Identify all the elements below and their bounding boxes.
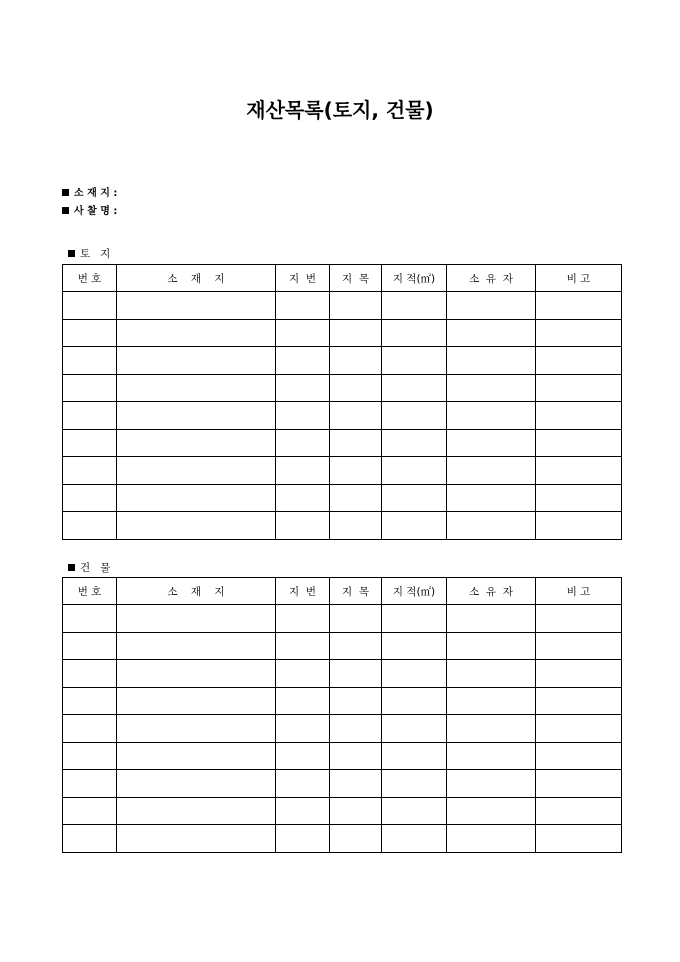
land-table [62, 264, 622, 540]
building-section-label: 건 물 [80, 562, 111, 574]
table-cell[interactable] [536, 797, 622, 825]
table-cell[interactable] [117, 457, 276, 485]
table-cell[interactable] [447, 715, 536, 743]
square-bullet-icon [68, 564, 75, 571]
square-bullet-icon [62, 207, 69, 214]
table-cell[interactable] [382, 770, 447, 798]
col-lot-number-header: 지 번 [276, 578, 330, 605]
table-cell[interactable] [117, 374, 276, 402]
table-row [63, 632, 622, 660]
table-cell[interactable] [117, 347, 276, 375]
table-cell[interactable] [447, 374, 536, 402]
table-cell[interactable] [330, 457, 382, 485]
table-cell[interactable] [276, 770, 330, 798]
table-cell[interactable] [63, 742, 117, 770]
table-cell[interactable] [63, 402, 117, 430]
table-cell[interactable] [382, 660, 447, 688]
table-row [63, 429, 622, 457]
table-cell[interactable] [63, 347, 117, 375]
table-cell[interactable] [447, 825, 536, 853]
table-cell[interactable] [276, 742, 330, 770]
table-cell[interactable] [117, 770, 276, 798]
table-header-row [63, 578, 622, 605]
table-cell[interactable] [447, 292, 536, 320]
table-cell[interactable] [330, 797, 382, 825]
table-cell[interactable] [63, 512, 117, 540]
col-land-category-header: 지 목 [330, 265, 382, 292]
table-cell[interactable] [382, 825, 447, 853]
table-cell[interactable] [276, 512, 330, 540]
table-cell[interactable] [330, 292, 382, 320]
table-cell[interactable] [117, 742, 276, 770]
table-cell[interactable] [536, 715, 622, 743]
table-cell[interactable] [63, 374, 117, 402]
table-row [63, 825, 622, 853]
table-cell[interactable] [447, 797, 536, 825]
building-table [62, 577, 622, 853]
table-cell[interactable] [382, 429, 447, 457]
table-row [63, 770, 622, 798]
table-cell[interactable] [276, 715, 330, 743]
table-cell[interactable] [536, 687, 622, 715]
table-cell[interactable] [63, 457, 117, 485]
table-cell[interactable] [536, 512, 622, 540]
table-cell[interactable] [536, 292, 622, 320]
table-cell[interactable] [447, 484, 536, 512]
table-row [63, 605, 622, 633]
table-cell[interactable] [330, 770, 382, 798]
table-cell[interactable] [276, 632, 330, 660]
table-cell[interactable] [63, 797, 117, 825]
table-cell[interactable] [117, 660, 276, 688]
table-cell[interactable] [63, 484, 117, 512]
col-area-header: 지 적(㎡) [382, 265, 447, 292]
table-cell[interactable] [330, 347, 382, 375]
page-title: 재산목록(토지, 건물) [246, 98, 434, 122]
table-cell[interactable] [117, 292, 276, 320]
table-row [63, 797, 622, 825]
square-bullet-icon [62, 189, 69, 196]
table-cell[interactable] [117, 402, 276, 430]
table-cell[interactable] [447, 632, 536, 660]
table-cell[interactable] [276, 660, 330, 688]
table-cell[interactable] [536, 825, 622, 853]
table-cell[interactable] [382, 605, 447, 633]
table-cell[interactable] [276, 402, 330, 430]
table-cell[interactable] [536, 605, 622, 633]
table-cell[interactable] [276, 605, 330, 633]
table-cell[interactable] [63, 429, 117, 457]
table-row [63, 457, 622, 485]
table-cell[interactable] [63, 319, 117, 347]
col-owner-header: 소 유 자 [447, 578, 536, 605]
table-cell[interactable] [536, 402, 622, 430]
table-cell[interactable] [276, 374, 330, 402]
col-location-header: 소 재 지 [117, 578, 276, 605]
table-row [63, 687, 622, 715]
square-bullet-icon [68, 250, 75, 257]
table-cell[interactable] [447, 429, 536, 457]
table-cell[interactable] [117, 512, 276, 540]
table-cell[interactable] [382, 292, 447, 320]
col-land-category-header: 지 목 [330, 578, 382, 605]
table-cell[interactable] [117, 632, 276, 660]
table-cell[interactable] [382, 374, 447, 402]
location-field [62, 184, 117, 199]
table-header-row [63, 265, 622, 292]
table-cell[interactable] [447, 347, 536, 375]
table-cell[interactable] [330, 715, 382, 743]
table-cell[interactable] [536, 347, 622, 375]
table-cell[interactable] [276, 292, 330, 320]
table-row [63, 374, 622, 402]
table-row [63, 292, 622, 320]
table-cell[interactable] [276, 347, 330, 375]
table-row [63, 402, 622, 430]
table-cell[interactable] [382, 797, 447, 825]
col-number-header: 번 호 [63, 578, 117, 605]
col-remarks-header: 비 고 [536, 578, 622, 605]
table-cell[interactable] [276, 457, 330, 485]
table-cell[interactable] [330, 605, 382, 633]
table-cell[interactable] [536, 429, 622, 457]
table-row [63, 484, 622, 512]
table-cell[interactable] [276, 484, 330, 512]
table-cell[interactable] [330, 319, 382, 347]
table-cell[interactable] [536, 660, 622, 688]
table-cell[interactable] [63, 660, 117, 688]
table-cell[interactable] [447, 319, 536, 347]
table-cell[interactable] [382, 402, 447, 430]
table-cell[interactable] [447, 512, 536, 540]
table-cell[interactable] [117, 825, 276, 853]
table-cell[interactable] [117, 715, 276, 743]
table-cell[interactable] [330, 825, 382, 853]
table-cell[interactable] [536, 319, 622, 347]
table-cell[interactable] [330, 374, 382, 402]
location-label: 소 재 지 : [74, 188, 118, 199]
table-cell[interactable] [276, 797, 330, 825]
table-cell[interactable] [382, 742, 447, 770]
table-cell[interactable] [63, 687, 117, 715]
table-cell[interactable] [536, 457, 622, 485]
table-cell[interactable] [536, 632, 622, 660]
table-cell[interactable] [447, 687, 536, 715]
col-lot-number-header: 지 번 [276, 265, 330, 292]
col-owner-header: 소 유 자 [447, 265, 536, 292]
table-cell[interactable] [447, 742, 536, 770]
table-cell[interactable] [117, 484, 276, 512]
building-table-body [63, 605, 622, 853]
table-row [63, 715, 622, 743]
table-cell[interactable] [276, 429, 330, 457]
table-cell[interactable] [117, 797, 276, 825]
table-cell[interactable] [447, 605, 536, 633]
table-cell[interactable] [447, 660, 536, 688]
table-cell[interactable] [536, 374, 622, 402]
temple-name-label: 사 찰 명 : [74, 206, 118, 217]
table-cell[interactable] [63, 770, 117, 798]
table-cell[interactable] [330, 742, 382, 770]
temple-name-field [62, 202, 117, 217]
building-section-heading [68, 560, 110, 575]
table-cell[interactable] [382, 484, 447, 512]
table-cell[interactable] [330, 512, 382, 540]
table-cell[interactable] [117, 429, 276, 457]
table-cell[interactable] [536, 742, 622, 770]
col-area-header: 지 적(㎡) [382, 578, 447, 605]
table-cell[interactable] [63, 292, 117, 320]
table-cell[interactable] [63, 632, 117, 660]
table-cell[interactable] [330, 484, 382, 512]
table-cell[interactable] [382, 319, 447, 347]
table-cell[interactable] [382, 512, 447, 540]
land-section-label: 토 지 [80, 248, 111, 260]
table-cell[interactable] [382, 632, 447, 660]
table-cell[interactable] [447, 402, 536, 430]
table-row [63, 742, 622, 770]
table-row [63, 660, 622, 688]
table-cell[interactable] [330, 632, 382, 660]
table-cell[interactable] [276, 687, 330, 715]
table-cell[interactable] [117, 687, 276, 715]
table-cell[interactable] [382, 457, 447, 485]
table-cell[interactable] [63, 715, 117, 743]
table-cell[interactable] [276, 825, 330, 853]
table-cell[interactable] [117, 319, 276, 347]
table-cell[interactable] [117, 605, 276, 633]
table-cell[interactable] [447, 457, 536, 485]
table-cell[interactable] [63, 605, 117, 633]
table-cell[interactable] [330, 687, 382, 715]
land-table-body [63, 292, 622, 540]
table-row [63, 319, 622, 347]
table-cell[interactable] [536, 770, 622, 798]
table-row [63, 512, 622, 540]
table-cell[interactable] [447, 770, 536, 798]
table-cell[interactable] [63, 825, 117, 853]
table-cell[interactable] [330, 429, 382, 457]
col-remarks-header: 비 고 [536, 265, 622, 292]
table-cell[interactable] [382, 687, 447, 715]
table-cell[interactable] [382, 715, 447, 743]
land-section-heading [68, 246, 110, 261]
col-location-header: 소 재 지 [117, 265, 276, 292]
col-number-header: 번 호 [63, 265, 117, 292]
table-cell[interactable] [536, 484, 622, 512]
table-row [63, 347, 622, 375]
table-cell[interactable] [330, 402, 382, 430]
table-cell[interactable] [330, 660, 382, 688]
table-cell[interactable] [382, 347, 447, 375]
table-cell[interactable] [276, 319, 330, 347]
